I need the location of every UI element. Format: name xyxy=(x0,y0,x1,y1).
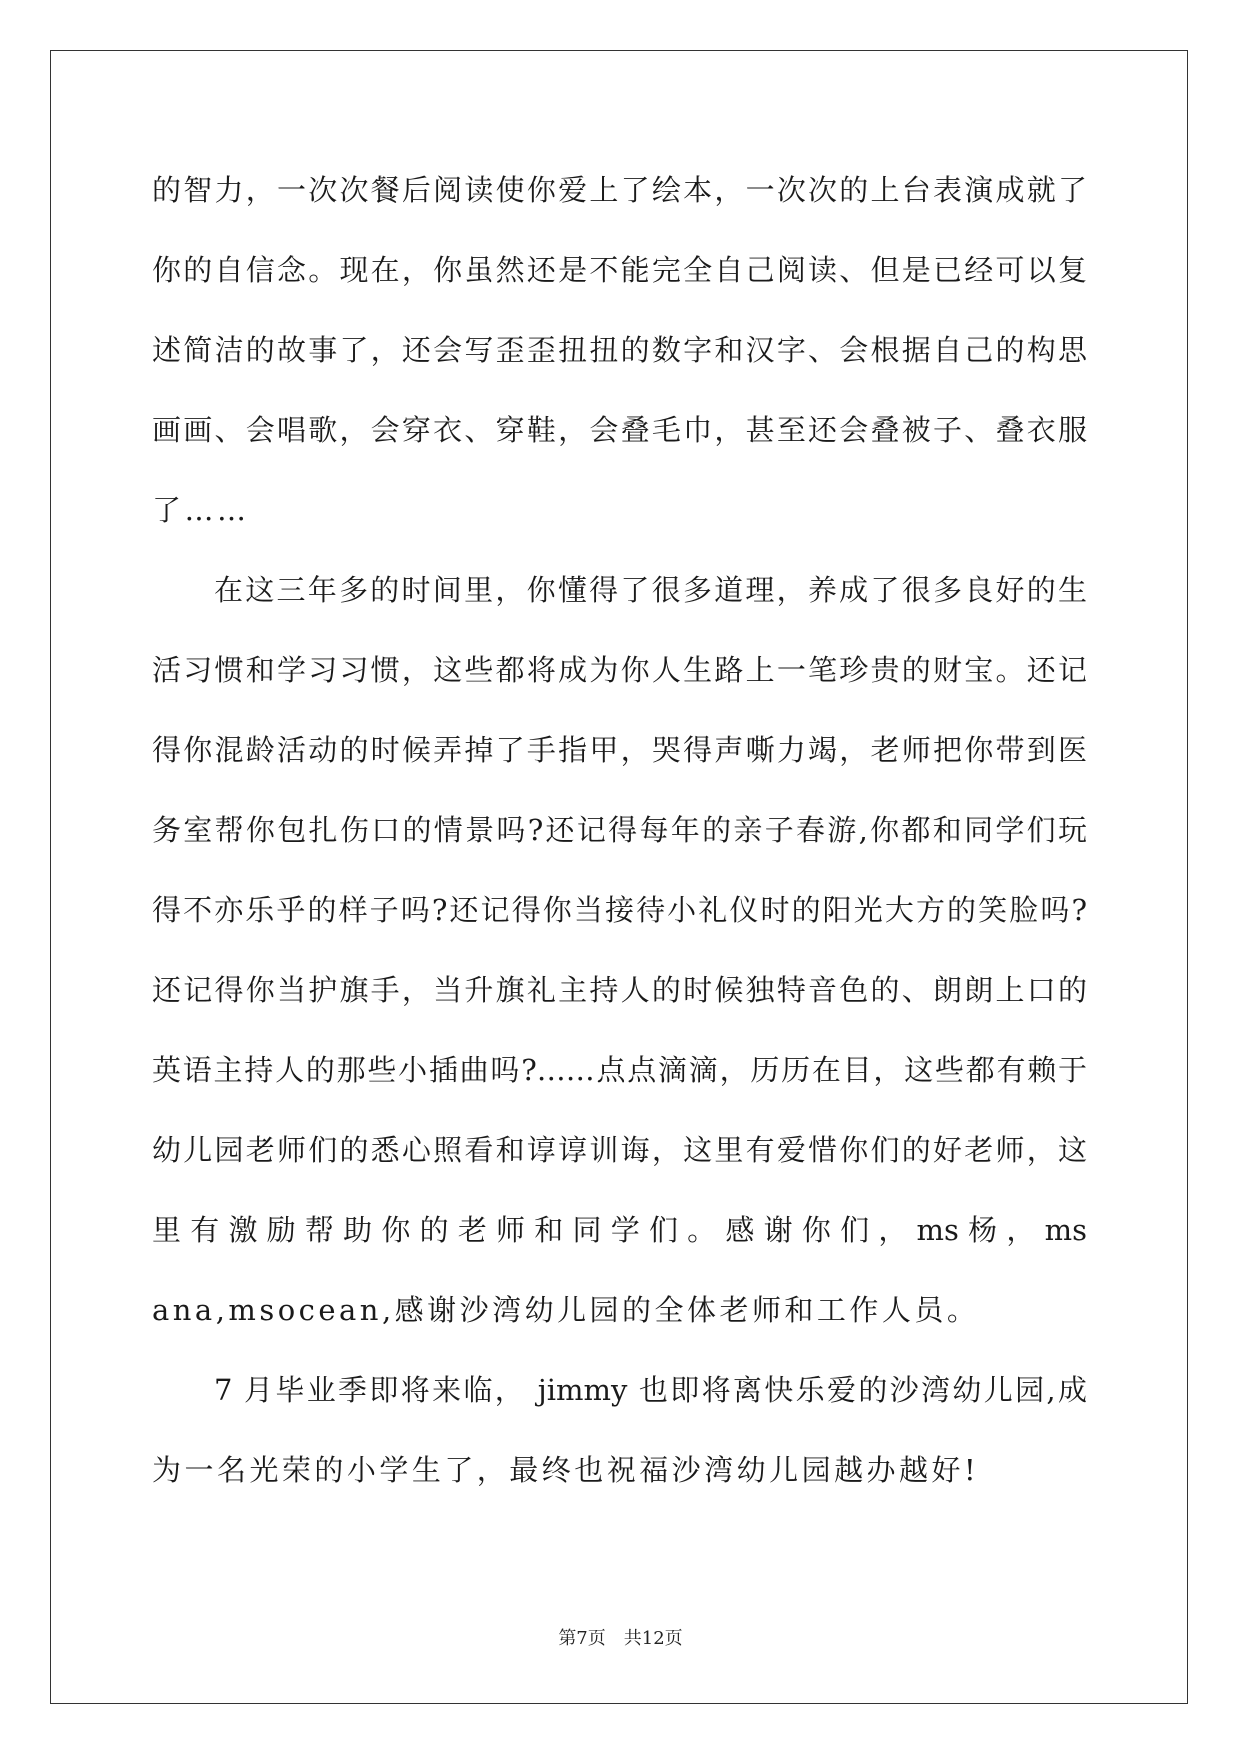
text-line: 务室帮你包扎伤口的情景吗?还记得每年的亲子春游,你都和同学们玩 xyxy=(152,813,1087,847)
body-text xyxy=(152,150,1087,1510)
text-line: 幼儿园老师们的悉心照看和谆谆训诲，这里有爱惜你们的好老师，这 xyxy=(152,1133,1087,1167)
text-line: 得你混龄活动的时候弄掉了手指甲，哭得声嘶力竭，老师把你带到医 xyxy=(152,733,1087,767)
text-line: 在这三年多的时间里，你懂得了很多道理，养成了很多良好的生 xyxy=(214,573,1087,607)
page-total: 共12页 xyxy=(623,1628,683,1649)
page-footer xyxy=(0,1624,1241,1650)
text-line: 7 月毕业季即将来临， jimmy 也即将离快乐爱的沙湾幼儿园,成 xyxy=(214,1373,1087,1407)
text-line: 还记得你当护旗手，当升旗礼主持人的时候独特音色的、朗朗上口的 xyxy=(152,973,1087,1007)
text-line: 画画、会唱歌，会穿衣、穿鞋，会叠毛巾，甚至还会叠被子、叠衣服 xyxy=(152,413,1087,447)
text-line: 为一名光荣的小学生了，最终也祝福沙湾幼儿园越办越好! xyxy=(152,1453,980,1487)
text-line: ana,msocean,感谢沙湾幼儿园的全体老师和工作人员。 xyxy=(152,1293,980,1327)
text-line: 里 有 激 励 帮 助 你 的 老 师 和 同 学 们 。 感 谢 你 们 ， ms 杨 ， ms xyxy=(152,1213,1087,1247)
text-line: 了…… xyxy=(152,493,250,527)
text-line: 活习惯和学习习惯，这些都将成为你人生路上一笔珍贵的财宝。还记 xyxy=(152,653,1087,687)
text-line: 英语主持人的那些小插曲吗?……点点滴滴，历历在目，这些都有赖于 xyxy=(152,1053,1087,1087)
text-line: 得不亦乐乎的样子吗?还记得你当接待小礼仪时的阳光大方的笑脸吗? xyxy=(152,893,1087,927)
page-number: 第7页 xyxy=(558,1628,606,1649)
text-line: 你的自信念。现在，你虽然还是不能完全自己阅读、但是已经可以复 xyxy=(152,253,1087,287)
text-line: 述简洁的故事了，还会写歪歪扭扭的数字和汉字、会根据自己的构思 xyxy=(152,333,1087,367)
text-line: 的智力，一次次餐后阅读使你爱上了绘本，一次次的上台表演成就了 xyxy=(152,173,1087,207)
